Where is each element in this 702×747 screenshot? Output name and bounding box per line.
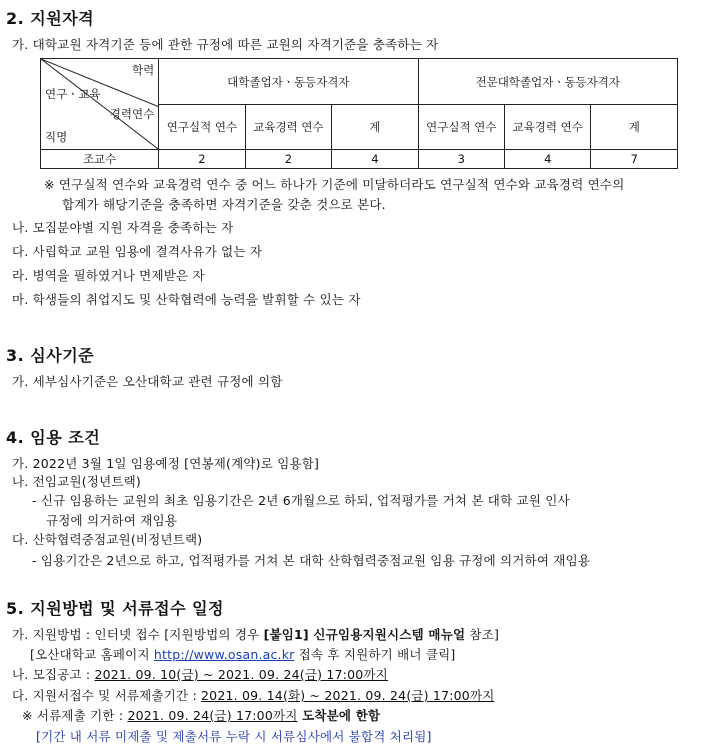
group-header-university: 대학졸업자ㆍ동등자격자: [159, 59, 418, 105]
s4-na-text: 나. 전임교원(정년트랙): [12, 474, 141, 489]
s5-ga-manual: [붙임1] 신규임용지원시스템 매뉴얼: [263, 627, 466, 642]
sub-header: 교육경력 연수: [505, 105, 591, 150]
s5-ga-line2: [30, 645, 455, 663]
sub-header: 연구실적 연수: [418, 105, 504, 150]
sub-header: 교육경력 연수: [245, 105, 331, 150]
s4-da-text: 다. 산학협력중점교원(비정년트랙): [12, 532, 203, 547]
table-cell: 3: [418, 150, 504, 169]
s2-ma-text: 마. 학생들의 취업지도 및 산학협력에 능력을 발휘할 수 있는 자: [12, 292, 361, 307]
s5-ga-line1: [12, 625, 499, 643]
sub-header: 계: [591, 105, 678, 150]
table-cell: 4: [332, 150, 418, 169]
row-title: 조교수: [41, 150, 159, 169]
s5-da-date: 2021. 09. 14(화) ~ 2021. 09. 24(금) 17:00까지: [201, 688, 495, 703]
s2-note-line1: ※ 연구실적 연수와 교육경력 연수 중 어느 하나가 기준에 미달하더라도 연구실적 연수와 교육경력 연수의: [44, 177, 625, 192]
section-3-title: 3. 심사기준: [6, 346, 95, 365]
s5-note-bold: 도착분에 한함: [297, 708, 381, 723]
section-2-title: 2. 지원자격: [6, 9, 95, 28]
s5-warning: [기간 내 서류 미제출 및 제출서류 누락 시 서류심사에서 불합격 처리됨]: [36, 729, 432, 744]
section-5-title: 5. 지원방법 및 서류접수 일정: [6, 599, 225, 618]
s5-da-line: [12, 686, 495, 704]
corner-research-label: 연구ㆍ교육: [45, 87, 101, 101]
s5-note-date: 2021. 09. 24(금) 17:00까지: [127, 708, 298, 723]
homepage-link[interactable]: http://www.osan.ac.kr: [153, 647, 295, 662]
table-row: [41, 150, 678, 169]
s3-ga-text: 가. 세부심사기준은 오산대학교 관련 규정에 의함: [12, 374, 283, 389]
s5-note-prefix: ※ 서류제출 기한 :: [22, 708, 128, 723]
s5-ga2-prefix: [오산대학교 홈페이지: [30, 647, 154, 662]
corner-years-label: 경력연수: [109, 107, 155, 121]
s2-na-text: 나. 모집분야별 지원 자격을 충족하는 자: [12, 220, 234, 235]
qualification-table: [40, 58, 678, 169]
s2-note-line2: 합계가 해당기준을 충족하면 자격기준을 갖춘 것으로 본다.: [62, 197, 386, 212]
sub-header: 연구실적 연수: [159, 105, 245, 150]
table-cell: 7: [591, 150, 678, 169]
table-cell: 2: [159, 150, 245, 169]
s5-na-date: 2021. 09. 10(금) ~ 2021. 09. 24(금) 17:00까지: [94, 667, 388, 682]
s4-na-detail-line2: 규정에 의거하여 재임용: [46, 513, 178, 528]
corner-education-label: 학력: [132, 63, 155, 77]
s4-da-detail: - 임용기간은 2년으로 하고, 업적평가를 거쳐 본 대학 산학협력중점교원 임용 규정에 의거하여 재임용: [32, 553, 591, 568]
s5-note-line: [22, 706, 380, 724]
section-4-title: 4. 임용 조건: [6, 428, 101, 447]
s5-da-prefix: 다. 지원서접수 및 서류제출기간 :: [12, 688, 202, 703]
s4-na-detail-line1: - 신규 임용하는 교원의 최초 임용기간은 2년 6개월으로 하되, 업적평가를 거쳐 본 대학 교원 인사: [32, 493, 570, 508]
table-cell: 2: [245, 150, 331, 169]
s5-ga-prefix: 가. 지원방법 : 인터넷 접수 [지원방법의 경우: [12, 627, 264, 642]
s2-da-text: 다. 사립학교 교원 임용에 결격사유가 없는 자: [12, 244, 263, 259]
corner-title-label: 직명: [45, 130, 68, 144]
table-cell: 4: [505, 150, 591, 169]
s5-ga-suffix: 참조]: [465, 627, 500, 642]
s2-ra-text: 라. 병역을 필하였거나 면제받은 자: [12, 268, 205, 283]
table-corner-cell: [41, 59, 159, 150]
s5-ga2-suffix: 접속 후 지원하기 배너 클릭]: [294, 647, 456, 662]
group-header-college: 전문대학졸업자ㆍ동등자격자: [418, 59, 677, 105]
s5-na-prefix: 나. 모집공고 :: [12, 667, 95, 682]
s5-na-line: [12, 665, 388, 683]
s4-ga-text: 가. 2022년 3월 1일 임용예정 [연봉제(계약)로 임용함]: [12, 456, 320, 471]
s2-ga-text: 가. 대학교원 자격기준 등에 관한 규정에 따른 교원의 자격기준을 충족하는 자: [12, 37, 439, 52]
sub-header: 계: [332, 105, 418, 150]
